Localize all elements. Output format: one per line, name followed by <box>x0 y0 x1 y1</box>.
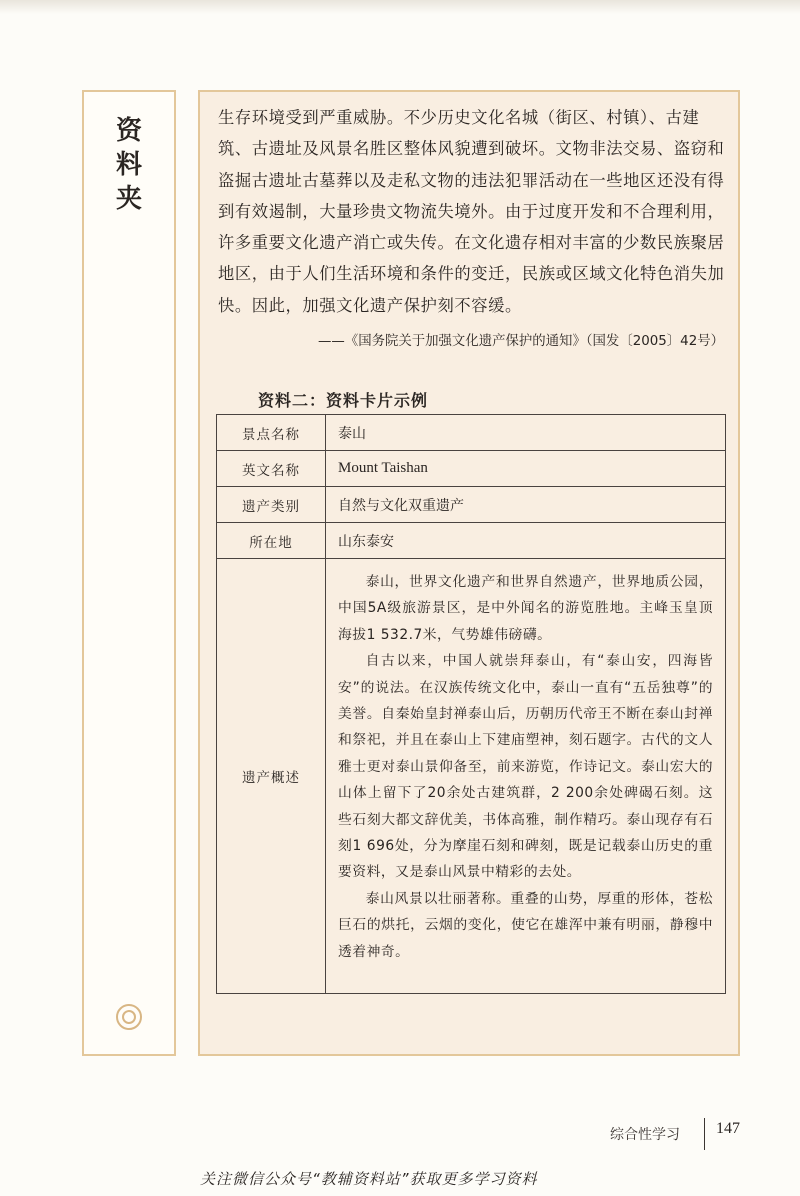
row-value: 山东泰安 <box>326 523 726 559</box>
row-value: 自然与文化双重遗产 <box>326 487 726 523</box>
sidebar-title-char: 资 <box>115 116 142 146</box>
source-citation: ——《国务院关于加强文化遗产保护的通知》（国发〔2005〕42号） <box>318 334 724 349</box>
page-number: 147 <box>716 1120 740 1137</box>
row-value: 泰山 <box>326 415 726 451</box>
row-label: 英文名称 <box>217 451 326 487</box>
overview-cell <box>326 559 726 994</box>
row-label: 遗产类别 <box>217 487 326 523</box>
overview-label: 遗产概述 <box>217 559 326 994</box>
body-paragraph: 生存环境受到严重威胁。不少历史文化名城（街区、村镇）、古建筑、古遗址及风景名胜区整体风貌遭到破坏。文物非法交易、盗窃和盗掘古遗址古墓葬以及走私文物的违法犯罪活动在一些地区还没有得到有效遏制，大量珍贵文物流失境外。由于过度开发和不合理利用，许多重要文化遗产消亡或失传。在文化遗存相对丰富的少数民族聚居地区，由于人们生活环境和条件的变迁，民族或区域文化特色消失加快。因此，加强文化遗产保护刻不容缓。 <box>218 108 725 315</box>
row-label: 景点名称 <box>217 415 326 451</box>
overview-paragraph: 泰山风景以壮丽著称。重叠的山势，厚重的形体，苍松巨石的烘托，云烟的变化，使它在雄浑中兼有明丽，静穆中透着神奇。 <box>338 890 713 960</box>
sidebar-title-char: 夹 <box>115 184 142 214</box>
page-top-shadow <box>0 0 800 14</box>
footer-section-label: 综合性学习 <box>610 1127 680 1143</box>
overview-paragraph: 自古以来，中国人就崇拜泰山，有“泰山安，四海皆安”的说法。在汉族传统文化中，泰山一直有“五岳独尊”的美誉。自秦始皇封禅泰山后，历朝历代帝王不断在泰山封禅和祭祀，并且在泰山上下建庙塑神，刻石题字。古代的文人雅士更对泰山景仰备至，前来游览，作诗记文。泰山宏大的山体上留下了20余处古建筑群，2 200余处碑碣石刻。这些石刻大都文辞优美，书体高雅，制作精巧。泰山现存有石刻1 696处，分为摩崖石刻和碑刻，既是记载泰山历史的重要资料，又是泰山风景中精彩的去处。 <box>338 653 713 881</box>
content-panel <box>198 90 740 1056</box>
info-card-table <box>216 414 726 994</box>
row-label: 所在地 <box>217 523 326 559</box>
watermark-text: 关注微信公众号“教辅资料站”获取更多学习资料 <box>200 1170 538 1188</box>
table-row <box>217 451 726 487</box>
concentric-circle-icon <box>116 1004 142 1030</box>
footer-divider <box>704 1118 705 1150</box>
row-value: Mount Taishan <box>326 451 726 487</box>
table-row <box>217 559 726 994</box>
table-row <box>217 415 726 451</box>
table-row <box>217 487 726 523</box>
sidebar-frame <box>82 90 176 1056</box>
sidebar-title-char: 料 <box>115 150 142 180</box>
overview-paragraph: 泰山，世界文化遗产和世界自然遗产，世界地质公园，中国5A级旅游景区，是中外闻名的游览胜地。主峰玉皇顶海拔1 532.7米，气势雄伟磅礴。 <box>338 574 713 643</box>
sidebar-title <box>84 114 174 216</box>
section-heading: 资料二：资料卡片示例 <box>258 391 429 410</box>
table-row <box>217 523 726 559</box>
